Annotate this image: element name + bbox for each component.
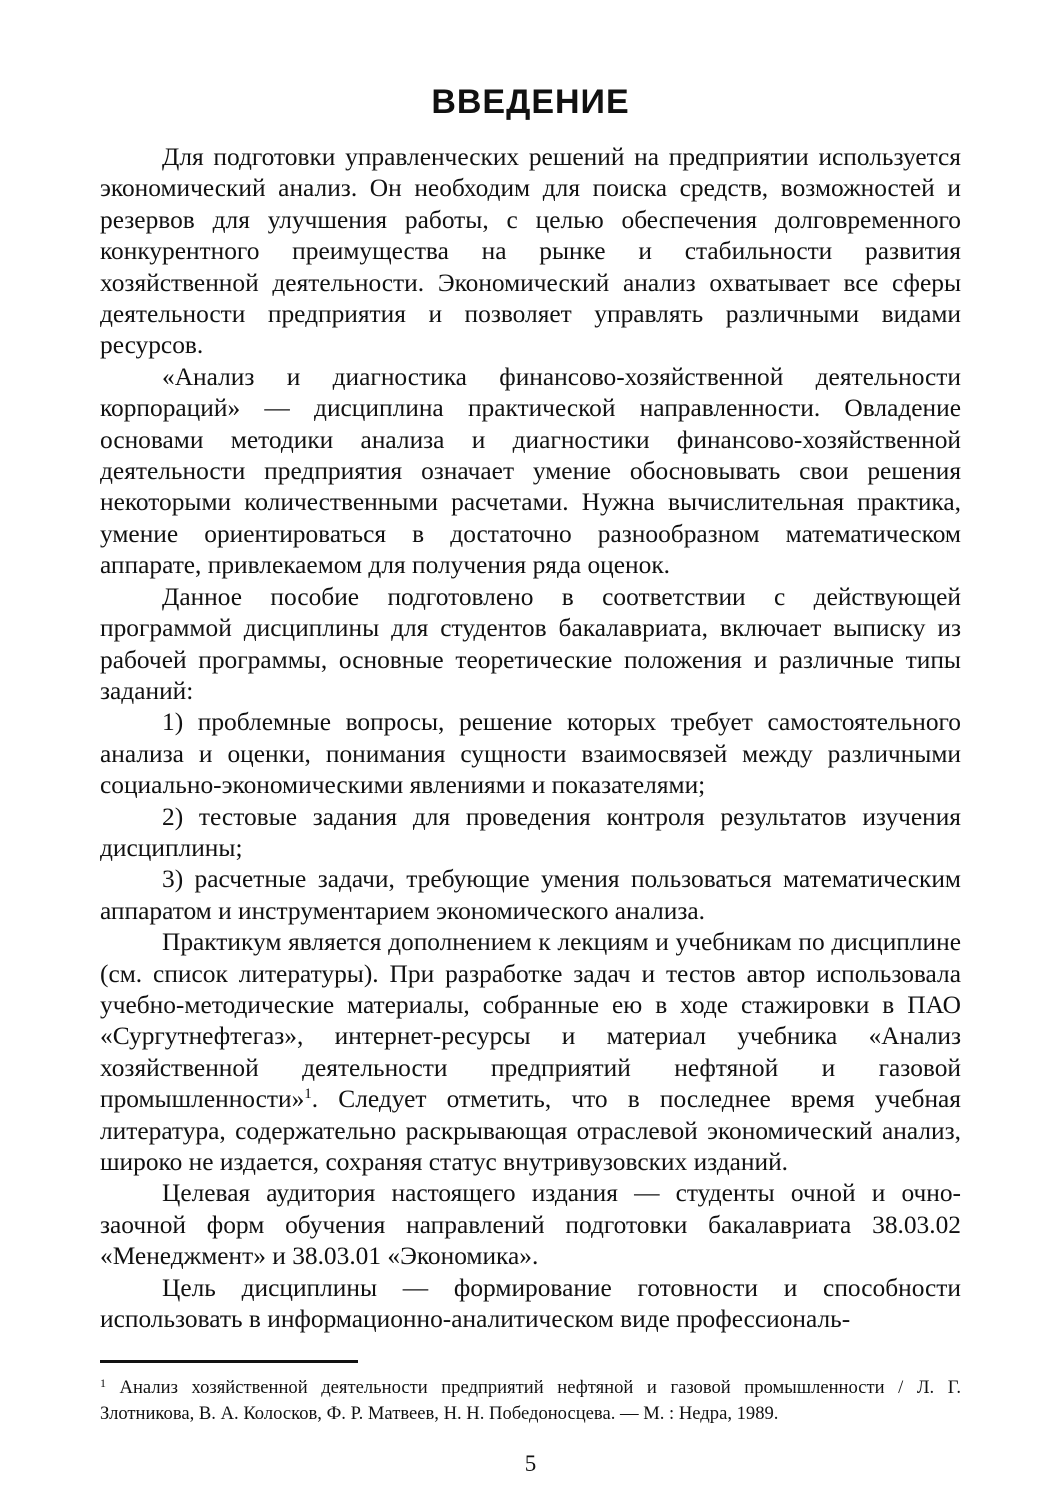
paragraph-discipline: «Анализ и диагностика финансово-хозяйственной деятельности корпораций» — дисциплина практической направленности. Овладение основами методики анализа и диагностики финансово-хозяйственной деятельности предприятия означает умение обосновывать свои решения некоторыми количественными расчетами. Нужна вычислительная практика, умение ориентироваться в достаточно разнообразном математическом аппарате, привлекаемом для получения ряда оценок. (100, 362, 961, 580)
paragraph-manual: Данное пособие подготовлено в соответствии с действующей программой дисциплины для студентов бакалавриата, включает выписку из рабочей программы, основные теоретические положения и различные типы заданий: (100, 582, 961, 705)
footnote-divider (100, 1360, 358, 1363)
footnote-text-block (100, 1375, 961, 1427)
paragraph-practicum-before: Практикум является дополнением к лекциям и учебникам по дисциплине (см. список литературы). При разработке задач и тестов автор использовала учебно-методические материалы, собранные ею в ходе стажировки в ПАО «Сургутнефтегаз», интернет-ресурсы и материал учебника «Анализ хозяйственной деятельности предприятий нефтяной и газовой промышленности» (100, 928, 961, 1114)
list-item-problems: 1) проблемные вопросы, решение которых требует самостоятельного анализа и оценки, понимания сущности взаимосвязей между различными социально-экономическими явлениями и показателями; (100, 708, 961, 800)
list-item-tests: 2) тестовые задания для проведения контроля результатов изучения дисциплины; (100, 802, 961, 862)
footnote-reference[interactable]: 1 (304, 1086, 312, 1103)
paragraph-practicum-after: . Следует отметить, что в последнее время учебная литература, содержательно раскрывающая отраслевой экономический анализ, широко не издается, сохраняя статус внутривузовских изданий. (100, 1085, 961, 1176)
footnote (100, 1375, 961, 1427)
footnote-text: Анализ хозяйственной деятельности предприятий нефтяной и газовой промышленности / Л. Г. Злотникова, В. А. Колосков, Ф. Р. Матвеев, Н. Н. Победоносцева. — М. : Недра, 1989. (100, 1377, 961, 1424)
page-title: ВВЕДЕНИЕ (431, 83, 630, 121)
document-page (100, 70, 961, 1476)
body-text (100, 142, 961, 1335)
page-number: 5 (524, 1451, 537, 1476)
list-item-tasks: 3) расчетные задачи, требующие умения пользоваться математическим аппаратом и инструментарием экономического анализа. (100, 865, 961, 925)
paragraph-intro: Для подготовки управленческих решений на предприятии используется экономический анализ. Он необходим для поиска средств, возможностей и резервов для улучшения работы, с целью обеспечения долговременного конкурентного преимущества на рынке и стабильности развития хозяйственной деятельности. Экономический анализ охватывает все сферы деятельности предприятия и позволяет управлять различными видами ресурсов. (100, 143, 961, 360)
paragraph-goal: Цель дисциплины — формирование готовности и способности использовать в информационно-аналитическом виде профессиональ- (100, 1273, 961, 1334)
footnote-marker: 1 (100, 1376, 106, 1390)
paragraph-practicum (100, 927, 961, 1178)
paragraph-audience: Целевая аудитория настоящего издания — студенты очной и очно-заочной форм обучения направлений подготовки бакалавриата 38.03.02 «Менеджмент» и 38.03.01 «Экономика». (100, 1179, 961, 1271)
